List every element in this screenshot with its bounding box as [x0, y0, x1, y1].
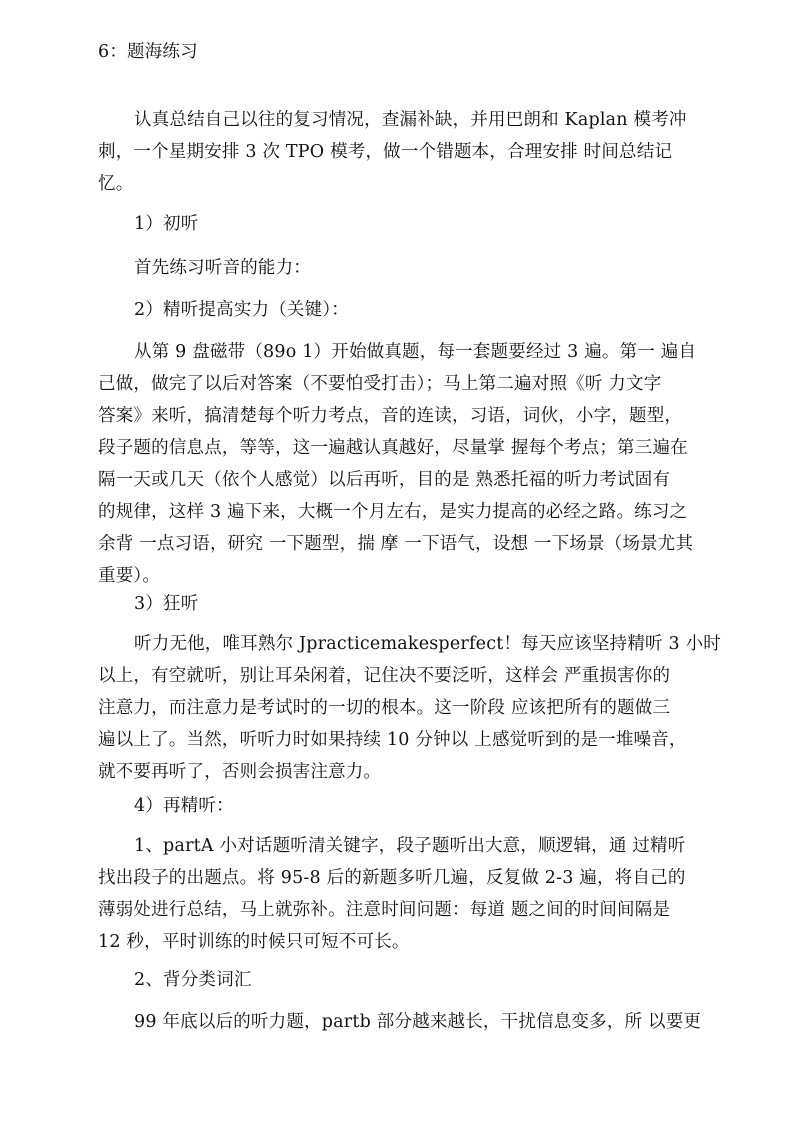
paragraph-line: 从第 9 盘磁带（89o 1）开始做真题，每一套题要经过 3 遍。第一 遍自 [134, 342, 697, 362]
intro-paragraph [98, 104, 698, 200]
paragraph-line: 的规律，这样 3 遍下来，大概一个月左右，是实力提高的必经之路。练习之 [98, 502, 688, 522]
paragraph-line: 隔一天或几天（依个人感觉）以后再听，目的是 熟悉托福的听力考试固有 [98, 470, 671, 490]
paragraph-line: 听力无他，唯耳熟尔 Jpracticemakesperfect！每天应该坚持精听 3 小时 [134, 634, 721, 654]
section-heading [98, 36, 698, 68]
paragraph-line: 首先练习听音的能力： [134, 258, 311, 278]
paragraph-line: 注意力，而注意力是考试时的一切的根本。这一阶段 应该把所有的题做三 [98, 698, 671, 718]
paragraph-line: 己做，做完了以后对答案（不要怕受打击）；马上第二遍对照《听 力文字 [98, 374, 662, 394]
paragraph-line: 段子题的信息点，等等，这一遍越认真越好，尽量掌 握每个考点；第三遍在 [98, 438, 688, 458]
step4-paragraph [98, 830, 698, 958]
step3-heading [98, 588, 698, 620]
step1-heading [98, 208, 698, 240]
item2-paragraph [98, 1006, 702, 1038]
step4-heading [98, 790, 698, 822]
paragraph-line: 薄弱处进行总结，马上就弥补。注意时间问题：每道 题之间的时间间隔是 [98, 900, 671, 920]
step3-paragraph [98, 628, 721, 788]
paragraph-line: 以上，有空就听，别让耳朵闲着，记住决不要泛听，这样会 严重损害你的 [98, 666, 671, 686]
paragraph-line: 12 秒，平时训练的时候只可短不可长。 [98, 932, 410, 952]
paragraph-line: 找出段子的出题点。将 95-8 后的新题多听几遍，反复做 2-3 遍，将自己的 [98, 868, 686, 888]
step-title: 1）初听 [134, 214, 199, 234]
paragraph-line: 刺，一个星期安排 3 次 TPO 模考，做一个错题本，合理安排 时间总结记 [98, 142, 673, 162]
step-title: 4）再精听： [134, 796, 234, 816]
heading-text: 6：题海练习 [98, 42, 198, 62]
item2-heading [98, 964, 698, 996]
step-title: 2）精听提高实力（关键）： [134, 300, 349, 320]
paragraph-line: 99 年底以后的听力题，partb 部分越来越长，干扰信息变多，所 以要更 [134, 1012, 702, 1032]
paragraph-line: 余背 一点习语，研究 一下题型，揣 摩 一下语气，设想 一下场景（场景尤其 [98, 534, 694, 554]
step-title: 3）狂听 [134, 594, 199, 614]
paragraph-line: 忆。 [98, 174, 134, 194]
step2-heading [98, 294, 698, 326]
step1-text [98, 252, 698, 284]
paragraph-line: 就不要再听了，否则会损害注意力。 [98, 762, 382, 782]
paragraph-line: 答案》来听，搞清楚每个听力考点，音的连读，习语，词伙，小字，题型， [98, 406, 683, 426]
step-title: 2、背分类词汇 [134, 970, 252, 990]
paragraph-line: 认真总结自己以往的复习情况，查漏补缺，并用巴朗和 Kaplan 模考冲 [134, 110, 687, 130]
step2-paragraph [98, 336, 698, 592]
paragraph-line: 1、partA 小对话题听清关键字，段子题听出大意，顺逻辑，通 过精听 [134, 836, 686, 856]
paragraph-line: 遍以上了。当然，听听力时如果持续 10 分钟以 上感觉听到的是一堆噪音， [98, 730, 687, 750]
paragraph-line: 重要）。 [98, 566, 161, 586]
